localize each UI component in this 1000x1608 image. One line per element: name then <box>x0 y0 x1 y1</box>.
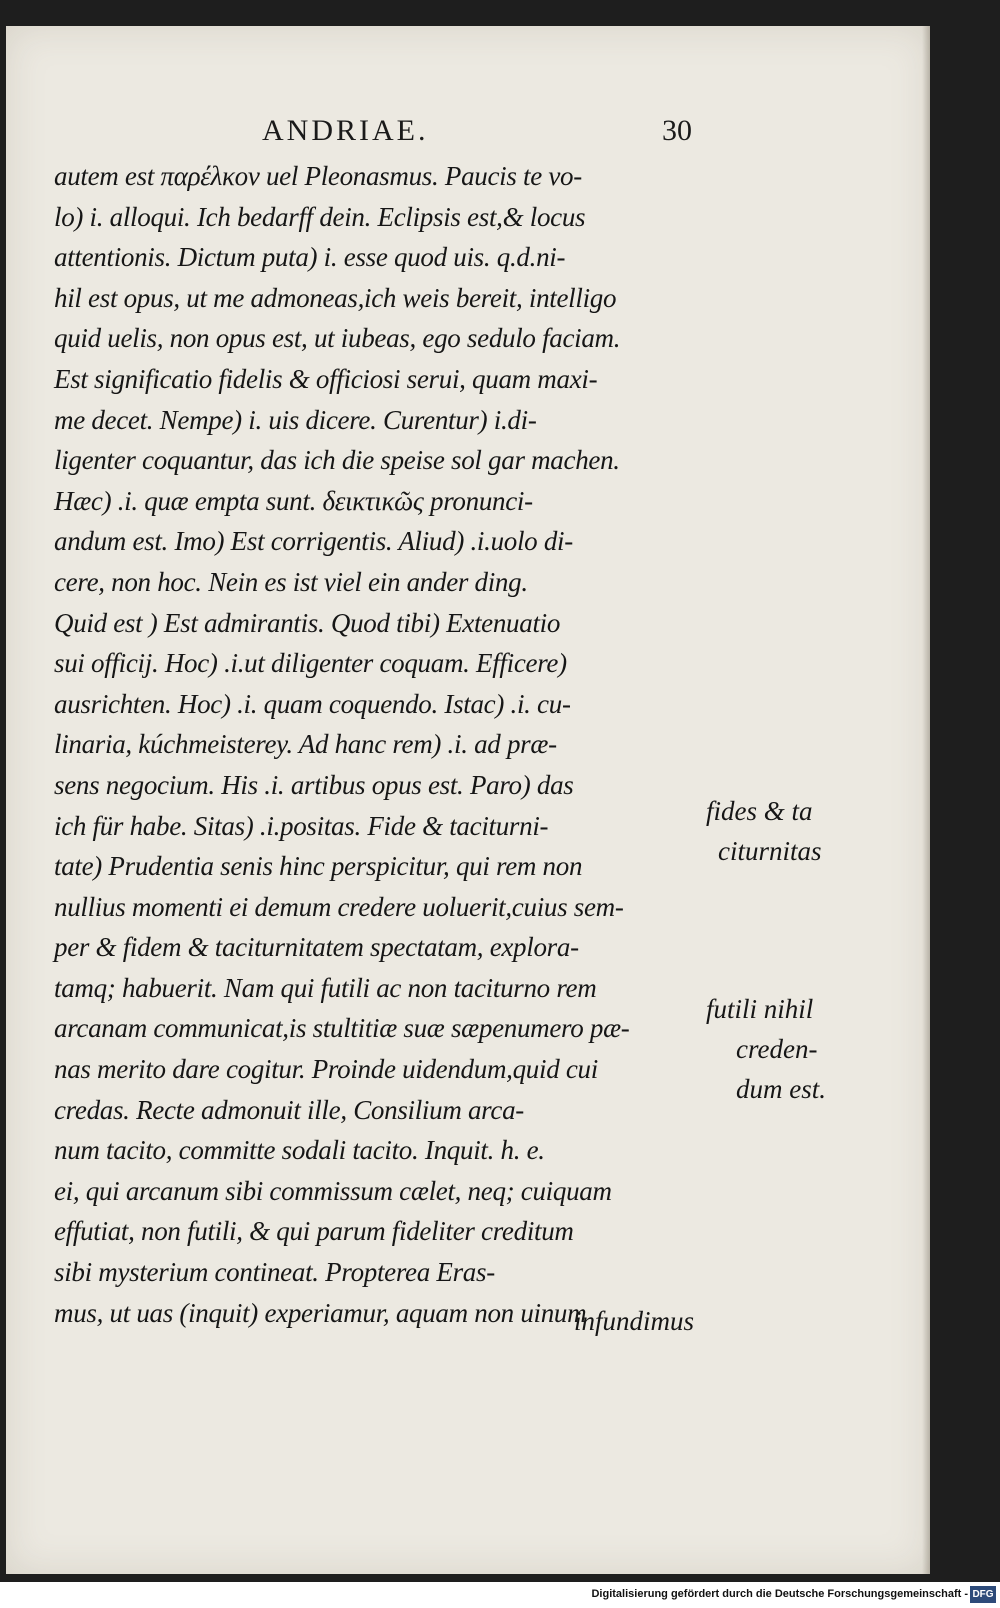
text-line: cere, non hoc. Nein es ist viel ein ander ding. <box>54 566 528 597</box>
text-line: nullius momenti ei demum credere uoluerit,cuius sem- <box>54 891 624 922</box>
text-line: arcanam communicat,is stultitiæ suæ sæpenumero pæ- <box>54 1013 630 1044</box>
margin-note: creden- <box>736 1034 818 1064</box>
text-line: sens negocium. His .i. artibus opus est. Paro) das <box>54 769 574 800</box>
text-line: attentionis. Dictum puta) i. esse quod uis. q.d.ni- <box>54 242 566 273</box>
text-line: me decet. Nempe) i. uis dicere. Curentur) i.di- <box>54 404 537 435</box>
page-header <box>6 114 930 154</box>
page-number: 30 <box>662 114 692 147</box>
text-line: Est significatio fidelis & officiosi serui, quam maxi- <box>54 363 598 394</box>
text-line: credas. Recte admonuit ille, Consilium arca- <box>54 1094 524 1125</box>
text-line: andum est. Imo) Est corrigentis. Aliud) .i.uolo di- <box>54 526 573 557</box>
text-line: autem est παρέλκον uel Pleonasmus. Paucis te vo- <box>54 161 582 191</box>
margin-note: dum est. <box>736 1074 826 1104</box>
text-line: per & fidem & taciturnitatem spectatam, explora- <box>54 932 579 963</box>
text-line: quid uelis, non opus est, ut iubeas, ego sedulo faciam. <box>54 323 621 354</box>
text-line: nas merito dare cogitur. Proinde uidendum,quid cui <box>54 1054 598 1085</box>
running-title: ANDRIAE. <box>262 114 429 147</box>
catchword: infundimus <box>574 1306 695 1336</box>
text-line: mus, ut uas (inquit) experiamur, aquam non uinum <box>54 1297 587 1328</box>
text-line: ausrichten. Hoc) .i. quam coquendo. Istac) .i. cu- <box>54 688 571 719</box>
text-line: ei, qui arcanum sibi commissum cælet, neq; cuiquam <box>54 1175 612 1206</box>
margin-note: citurnitas <box>718 836 822 866</box>
body-text <box>54 156 914 1333</box>
dfg-logo-icon: DFG <box>970 1586 996 1603</box>
text-line: sui officij. Hoc) .i.ut diligenter coquam. Efficere) <box>54 648 567 679</box>
text-line: effutiat, non futili, & qui parum fideliter creditum <box>54 1216 574 1247</box>
text-line: linaria, kúchmeisterey. Ad hanc rem) .i. ad præ- <box>54 729 557 760</box>
text-line: tamq; habuerit. Nam qui futili ac non taciturno rem <box>54 972 597 1003</box>
text-line: num tacito, committe sodali tacito. Inquit. h. e. <box>54 1135 545 1166</box>
book-page <box>6 26 930 1574</box>
text-line: lo) i. alloqui. Ich bedarff dein. Eclipsis est,& locus <box>54 201 586 232</box>
text-line: hil est opus, ut me admoneas,ich weis bereit, intelligo <box>54 282 617 313</box>
text-line: ligenter coquantur, das ich die speise sol gar machen. <box>54 445 620 476</box>
text-line: sibi mysterium contineat. Propterea Eras- <box>54 1257 495 1288</box>
margin-note: futili nihil <box>706 994 814 1024</box>
text-line: ich für habe. Sitas) .i.positas. Fide & taciturni- <box>54 810 549 841</box>
text-line: Hæc) .i. quæ empta sunt. δεικτικῶς pronunci- <box>54 485 533 516</box>
footer-bar <box>0 1582 1000 1608</box>
text-line: tate) Prudentia senis hinc perspicitur, qui rem non <box>54 851 583 882</box>
text-line: Quid est ) Est admirantis. Quod tibi) Extenuatio <box>54 607 561 638</box>
funding-credit: Digitalisierung gefördert durch die Deutsche Forschungsgemeinschaft - <box>591 1588 968 1600</box>
margin-note: fides & ta <box>706 796 813 826</box>
